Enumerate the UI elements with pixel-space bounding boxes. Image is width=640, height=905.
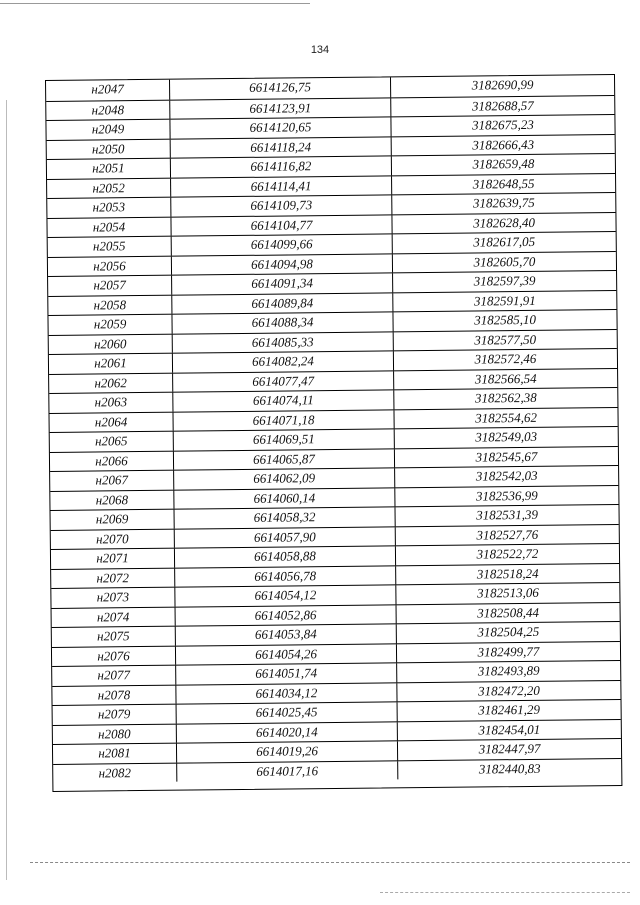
left-margin-line bbox=[6, 100, 7, 880]
point-id-cell: н2064 bbox=[49, 412, 173, 432]
x-coordinate-cell: 6614034,12 bbox=[176, 683, 397, 704]
y-coordinate-cell: 3182518,24 bbox=[476, 565, 539, 582]
x-coordinate-cell: 6614062,09 bbox=[174, 468, 395, 489]
x-coordinate-cell: 6614069,51 bbox=[174, 429, 395, 450]
y-coordinate-cell: 3182675,23 bbox=[472, 116, 534, 133]
y-coordinate-cell: 3182499,77 bbox=[477, 643, 540, 660]
x-coordinate-cell: 6614054,26 bbox=[176, 644, 397, 665]
point-id-cell: н2071 bbox=[51, 549, 175, 569]
point-id-cell: н2072 bbox=[51, 568, 175, 588]
point-id-cell: н2055 bbox=[48, 237, 172, 257]
point-id-cell: н2049 bbox=[46, 120, 170, 140]
point-id-cell: н2074 bbox=[52, 607, 176, 627]
y-coordinate-cell: 3182504,25 bbox=[477, 623, 540, 640]
y-coordinate-cell: 3182628,40 bbox=[473, 214, 535, 231]
x-coordinate-cell: 6614085,33 bbox=[173, 332, 394, 353]
point-id-cell: н2082 bbox=[53, 763, 177, 783]
x-coordinate-cell: 6614109,73 bbox=[171, 195, 392, 216]
point-id-cell: н2048 bbox=[46, 100, 170, 120]
x-coordinate-cell: 6614114,41 bbox=[171, 176, 392, 197]
y-coordinate-cell: 3182639,75 bbox=[472, 194, 535, 211]
x-coordinate-cell: 6614056,78 bbox=[175, 566, 396, 587]
page-number: 134 bbox=[310, 44, 330, 56]
point-id-cell: н2058 bbox=[48, 295, 172, 315]
x-coordinate-cell: 6614052,86 bbox=[176, 605, 397, 626]
x-coordinate-cell: 6614017,16 bbox=[177, 761, 398, 782]
point-id-cell: н2053 bbox=[47, 198, 171, 218]
y-coordinate-cell: 3182493,89 bbox=[477, 662, 540, 679]
point-id-cell: н2062 bbox=[49, 373, 173, 393]
point-id-cell: н2061 bbox=[49, 354, 173, 374]
x-coordinate-cell: 6614094,98 bbox=[172, 254, 393, 275]
y-coordinate-cell: 3182659,48 bbox=[472, 155, 535, 172]
y-coordinate-cell: 3182536,99 bbox=[475, 487, 538, 504]
x-coordinate-cell: 6614123,91 bbox=[170, 98, 391, 119]
x-coordinate-cell: 6614060,14 bbox=[174, 488, 395, 509]
y-coordinate-cell: 3182577,50 bbox=[474, 331, 537, 348]
x-coordinate-cell: 6614051,74 bbox=[176, 663, 397, 684]
y-coordinate-cell: 3182522,72 bbox=[476, 545, 539, 562]
x-coordinate-cell: 6614126,75 bbox=[170, 77, 391, 99]
point-id-cell: н2056 bbox=[48, 256, 172, 276]
point-id-cell: н2068 bbox=[50, 490, 174, 510]
x-coordinate-cell: 6614053,84 bbox=[176, 624, 397, 645]
y-coordinate-cell: 3182688,57 bbox=[471, 97, 534, 114]
point-id-cell: н2060 bbox=[49, 334, 173, 354]
x-coordinate-cell: 6614088,34 bbox=[172, 312, 393, 333]
x-coordinate-cell: 6614057,90 bbox=[175, 527, 396, 548]
point-id-cell: н2051 bbox=[47, 159, 171, 179]
y-coordinate-cell: 3182572,46 bbox=[474, 350, 537, 367]
point-id-cell: н2059 bbox=[48, 315, 172, 335]
y-coordinate-cell: 3182617,05 bbox=[473, 233, 536, 250]
y-coordinate-cell: 3182648,55 bbox=[472, 175, 535, 192]
y-coordinate-cell: 3182549,03 bbox=[475, 428, 538, 445]
y-coordinate-cell: 3182666,43 bbox=[472, 136, 535, 153]
y-coordinate-cell: 3182562,38 bbox=[474, 389, 537, 406]
x-coordinate-cell: 6614077,47 bbox=[173, 371, 394, 392]
point-id-cell: н2081 bbox=[53, 744, 177, 764]
point-id-cell: н2047 bbox=[46, 80, 170, 101]
bottom-scan-line-2 bbox=[380, 892, 630, 894]
x-coordinate-cell: 6614099,66 bbox=[172, 234, 393, 255]
point-id-cell: н2070 bbox=[51, 529, 175, 549]
point-id-cell: н2066 bbox=[50, 451, 174, 471]
y-coordinate-cell: 3182690,99 bbox=[471, 76, 534, 93]
x-coordinate-cell: 6614082,24 bbox=[173, 351, 394, 372]
y-coordinate-cell: 3182472,20 bbox=[477, 682, 540, 698]
point-id-cell: н2080 bbox=[53, 724, 177, 744]
coordinates-table bbox=[45, 74, 622, 792]
point-id-cell: н2076 bbox=[52, 646, 176, 666]
y-coordinate-cell: 3182542,03 bbox=[475, 467, 538, 484]
y-coordinate-cell: 3182508,44 bbox=[477, 604, 540, 621]
x-coordinate-cell: 6614120,65 bbox=[170, 117, 391, 138]
x-coordinate-cell: 6614025,45 bbox=[177, 702, 398, 723]
point-id-cell: н2063 bbox=[49, 393, 173, 413]
y-coordinate-cell: 3182454,01 bbox=[478, 721, 541, 737]
point-id-cell: н2052 bbox=[47, 178, 171, 198]
point-id-cell: н2078 bbox=[52, 685, 176, 705]
point-id-cell: н2069 bbox=[51, 510, 175, 530]
x-coordinate-cell: 6614074,11 bbox=[173, 390, 394, 411]
point-id-cell: н2077 bbox=[52, 666, 176, 686]
y-coordinate-cell: 3182566,54 bbox=[474, 370, 537, 387]
x-coordinate-cell: 6614054,12 bbox=[175, 585, 396, 606]
x-coordinate-cell: 6614058,88 bbox=[175, 546, 396, 567]
y-coordinate-cell: 3182531,39 bbox=[476, 506, 539, 523]
y-coordinate-cell: 3182597,39 bbox=[473, 272, 536, 289]
point-id-cell: н2054 bbox=[47, 217, 171, 237]
y-coordinate-cell: 3182527,76 bbox=[476, 526, 539, 543]
bottom-scan-line bbox=[30, 862, 630, 864]
y-coordinate-cell: 3182591,91 bbox=[473, 292, 536, 309]
point-id-cell: н2050 bbox=[47, 139, 171, 159]
y-coordinate-cell: 3182554,62 bbox=[475, 409, 538, 426]
x-coordinate-cell: 6614089,84 bbox=[172, 293, 393, 314]
point-id-cell: н2079 bbox=[53, 705, 177, 725]
x-coordinate-cell: 6614058,32 bbox=[175, 507, 396, 528]
point-id-cell: н2057 bbox=[48, 276, 172, 296]
x-coordinate-cell: 6614091,34 bbox=[172, 273, 393, 294]
x-coordinate-cell: 6614116,82 bbox=[171, 156, 392, 177]
y-coordinate-cell: 3182605,70 bbox=[473, 253, 536, 270]
y-coordinate-cell: 3182585,10 bbox=[474, 311, 536, 328]
x-coordinate-cell: 6614019,26 bbox=[177, 741, 398, 762]
x-coordinate-cell: 6614071,18 bbox=[173, 410, 394, 431]
x-coordinate-cell: 6614020,14 bbox=[177, 722, 398, 743]
y-coordinate-cell: 3182513,06 bbox=[476, 584, 539, 601]
x-coordinate-cell: 6614065,87 bbox=[174, 449, 395, 470]
top-scan-line bbox=[0, 3, 310, 4]
x-coordinate-cell: 6614118,24 bbox=[171, 137, 392, 158]
y-coordinate-cell: 3182440,83 bbox=[478, 760, 541, 776]
point-id-cell: н2065 bbox=[50, 432, 174, 452]
y-coordinate-cell: 3182545,67 bbox=[475, 448, 538, 465]
y-coordinate-cell: 3182461,29 bbox=[478, 701, 541, 718]
point-id-cell: н2075 bbox=[52, 627, 176, 647]
point-id-cell: н2073 bbox=[51, 588, 175, 608]
y-coordinate-cell: 3182447,97 bbox=[478, 740, 541, 757]
x-coordinate-cell: 6614104,77 bbox=[171, 215, 392, 236]
point-id-cell: н2067 bbox=[50, 471, 174, 491]
